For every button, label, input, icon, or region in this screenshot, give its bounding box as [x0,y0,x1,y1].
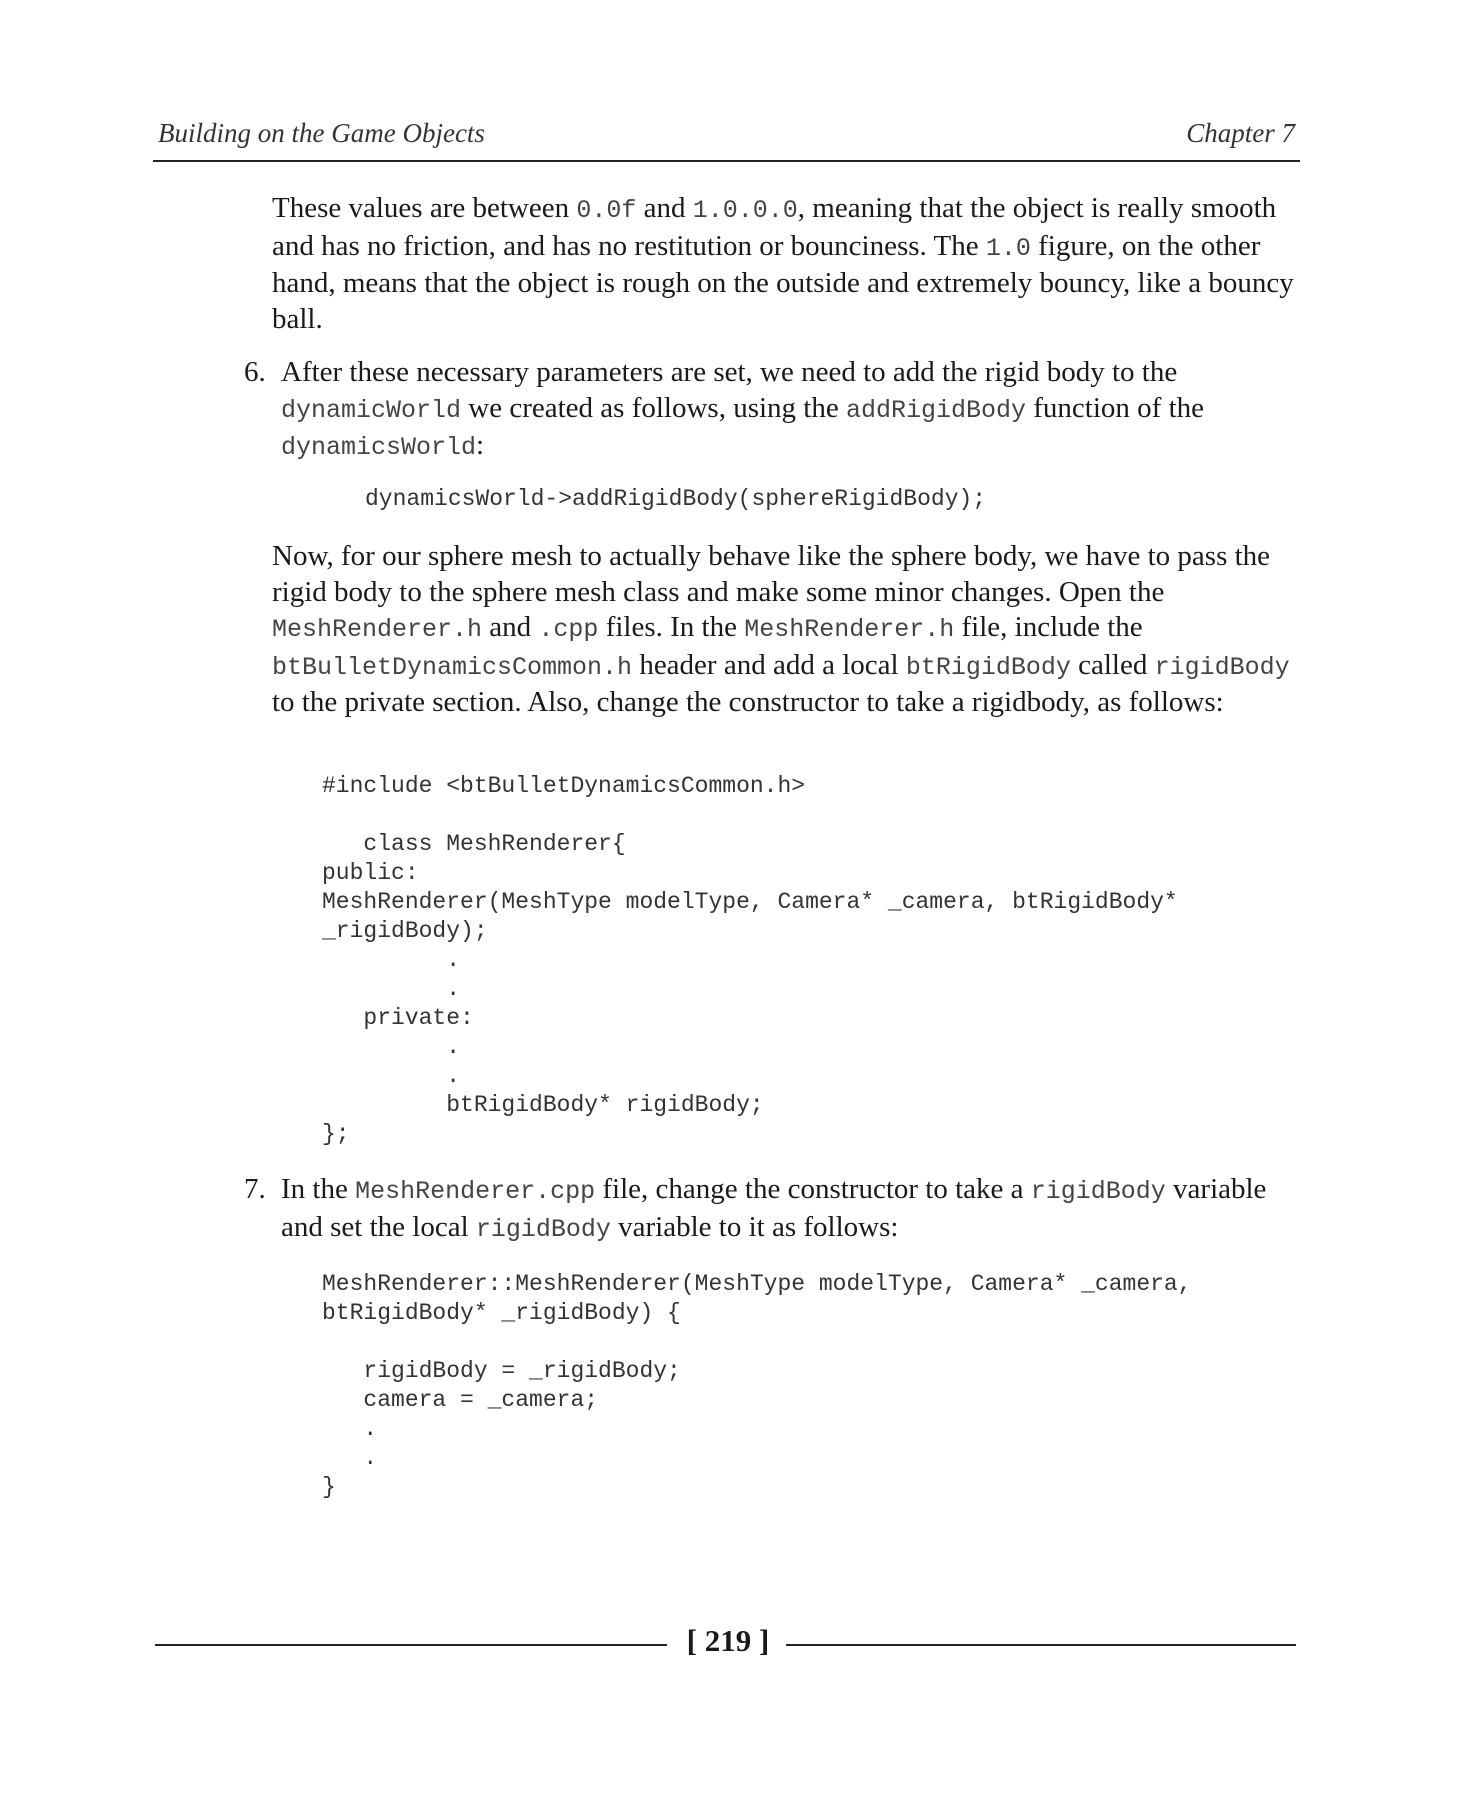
paragraph-mesh-renderer: Now, for our sphere mesh to actually behave like the sphere body, we have to pass the rigid body to the sphere mesh class and make some minor changes. Open the MeshRenderer.h and .cpp files. In the MeshRenderer.h file, include the btBulletDynamicsCommon.h header and add a local btRigidBody called rigidBody to the private section. Also, change the constructor to take a rigidbody, as follows: [272,540,1290,718]
footer-rule-right [786,1644,1296,1646]
footer-rule-left [155,1644,667,1646]
code-block-add-rigid-body: dynamicsWorld->addRigidBody(sphereRigidBody); [365,486,987,512]
step-7: 7. In the MeshRenderer.cpp file, change the constructor to take a rigidBody variable and set the local rigidBody variable to it as follows: [244,1173,1267,1244]
code-block-mesh-renderer-header: #include <btBulletDynamicsCommon.h> class MeshRenderer{ public: MeshRenderer(MeshType modelType, Camera* _camera, btRigidBody* _rigidBody); . . private: . . btRigidBody* rigidBody; }; [322,773,1178,1147]
code-block-mesh-renderer-cpp: MeshRenderer::MeshRenderer(MeshType modelType, Camera* _camera, btRigidBody* _rigidBody) { rigidBody = _rigidBody; camera = _camera; . . } [322,1271,1192,1500]
running-header-title: Building on the Game Objects [158,118,485,148]
header-rule [153,160,1300,162]
step-6: 6. After these necessary parameters are set, we need to add the rigid body to the dynamicWorld we created as follows, using the addRigidBody function of the dynamicsWorld: [244,356,1204,462]
step-number: 6. [244,356,266,388]
paragraph-friction-values: These values are between 0.0f and 1.0.0.0, meaning that the object is really smooth and has no friction, and has no restitution or bounciness. The 1.0 figure, on the other hand, means that the object is rough on the outside and extremely bouncy, like a bouncy ball. [272,192,1294,335]
page-number: [ 219 ] [686,1623,770,1658]
step-number: 7. [244,1173,266,1205]
running-header-chapter: Chapter 7 [1186,118,1295,148]
